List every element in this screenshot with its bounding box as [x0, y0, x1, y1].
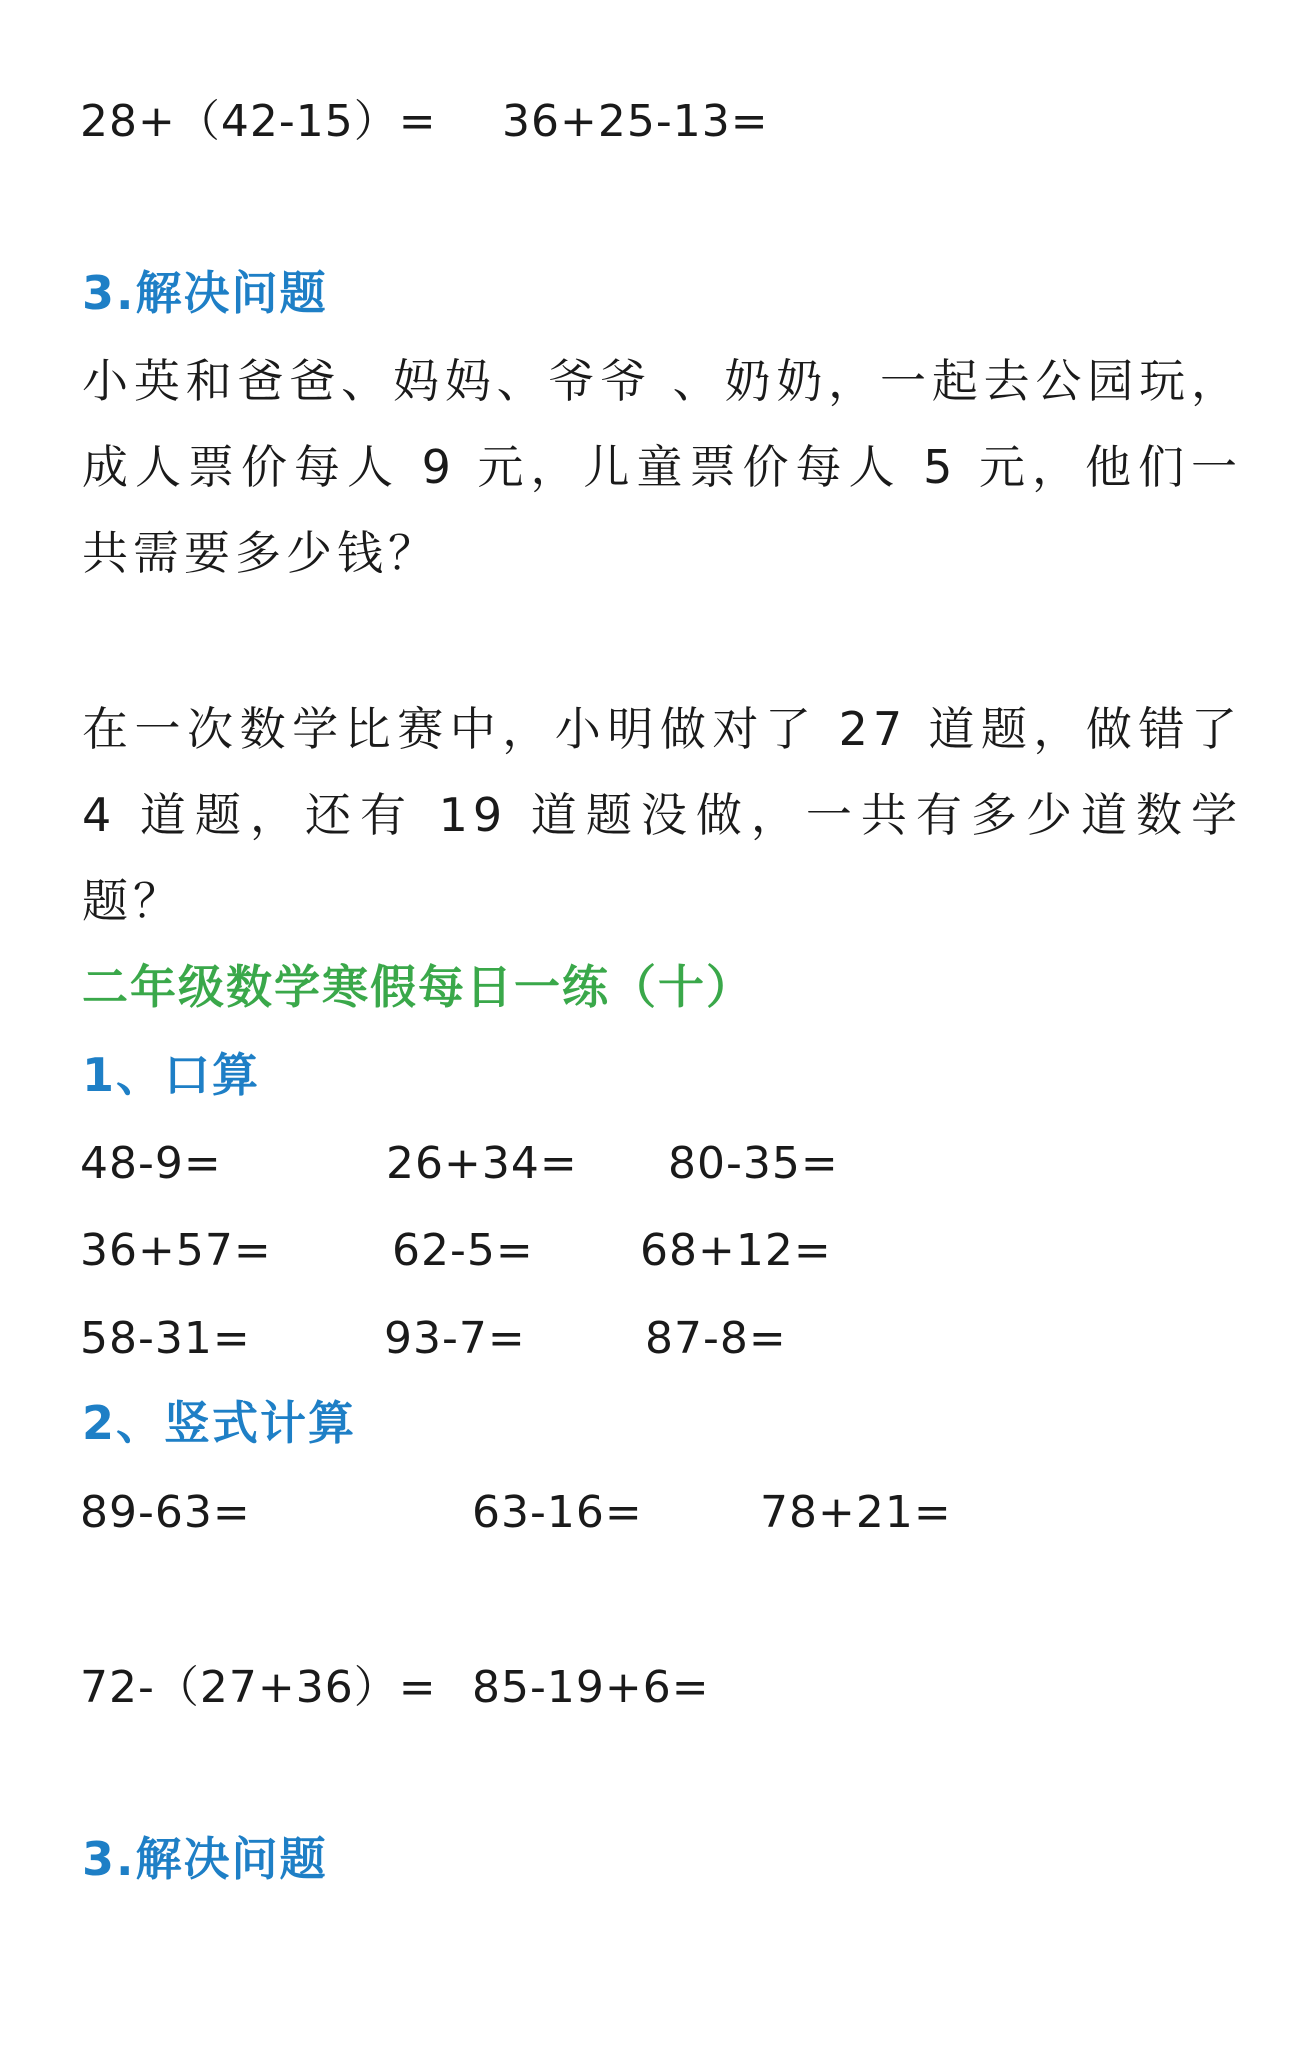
section-heading-oral-calculation: 1、口算: [82, 1048, 261, 1102]
oral-expression: 68+12=: [640, 1225, 832, 1276]
expression-top-1: 28+（42-15）=: [80, 96, 437, 147]
word-problem-2: 在一次数学比赛中，小明做对了 27 道题，做错了 4 道题，还有 19 道题没做，一共有多少道数学题？: [82, 702, 1242, 928]
vertical-expression: 72-（27+36）=: [80, 1662, 437, 1713]
expression-top-2: 36+25-13=: [502, 96, 769, 147]
oral-expression: 62-5=: [392, 1225, 534, 1276]
vertical-expression: 63-16=: [472, 1487, 643, 1538]
vertical-expression: 85-19+6=: [472, 1662, 710, 1713]
oral-expression: 93-7=: [384, 1313, 526, 1364]
section-heading-problem-solving-2: 3.解决问题: [82, 1832, 328, 1886]
section-heading-vertical-calculation: 2、竖式计算: [82, 1396, 357, 1450]
oral-expression: 36+57=: [80, 1225, 272, 1276]
day-title: 二年级数学寒假每日一练（十）: [82, 960, 754, 1014]
oral-expression: 80-35=: [668, 1138, 839, 1189]
oral-expression: 58-31=: [80, 1313, 251, 1364]
section-heading-problem-solving: 3.解决问题: [82, 266, 328, 320]
vertical-expression: 78+21=: [760, 1487, 952, 1538]
oral-expression: 26+34=: [386, 1138, 578, 1189]
word-problem-1: 小英和爸爸、妈妈、爷爷 、奶奶，一起去公园玩，成人票价每人 9 元，儿童票价每人 5 元，他们一共需要多少钱？: [82, 354, 1242, 580]
oral-expression: 87-8=: [645, 1313, 787, 1364]
vertical-expression: 89-63=: [80, 1487, 251, 1538]
oral-expression: 48-9=: [80, 1138, 222, 1189]
